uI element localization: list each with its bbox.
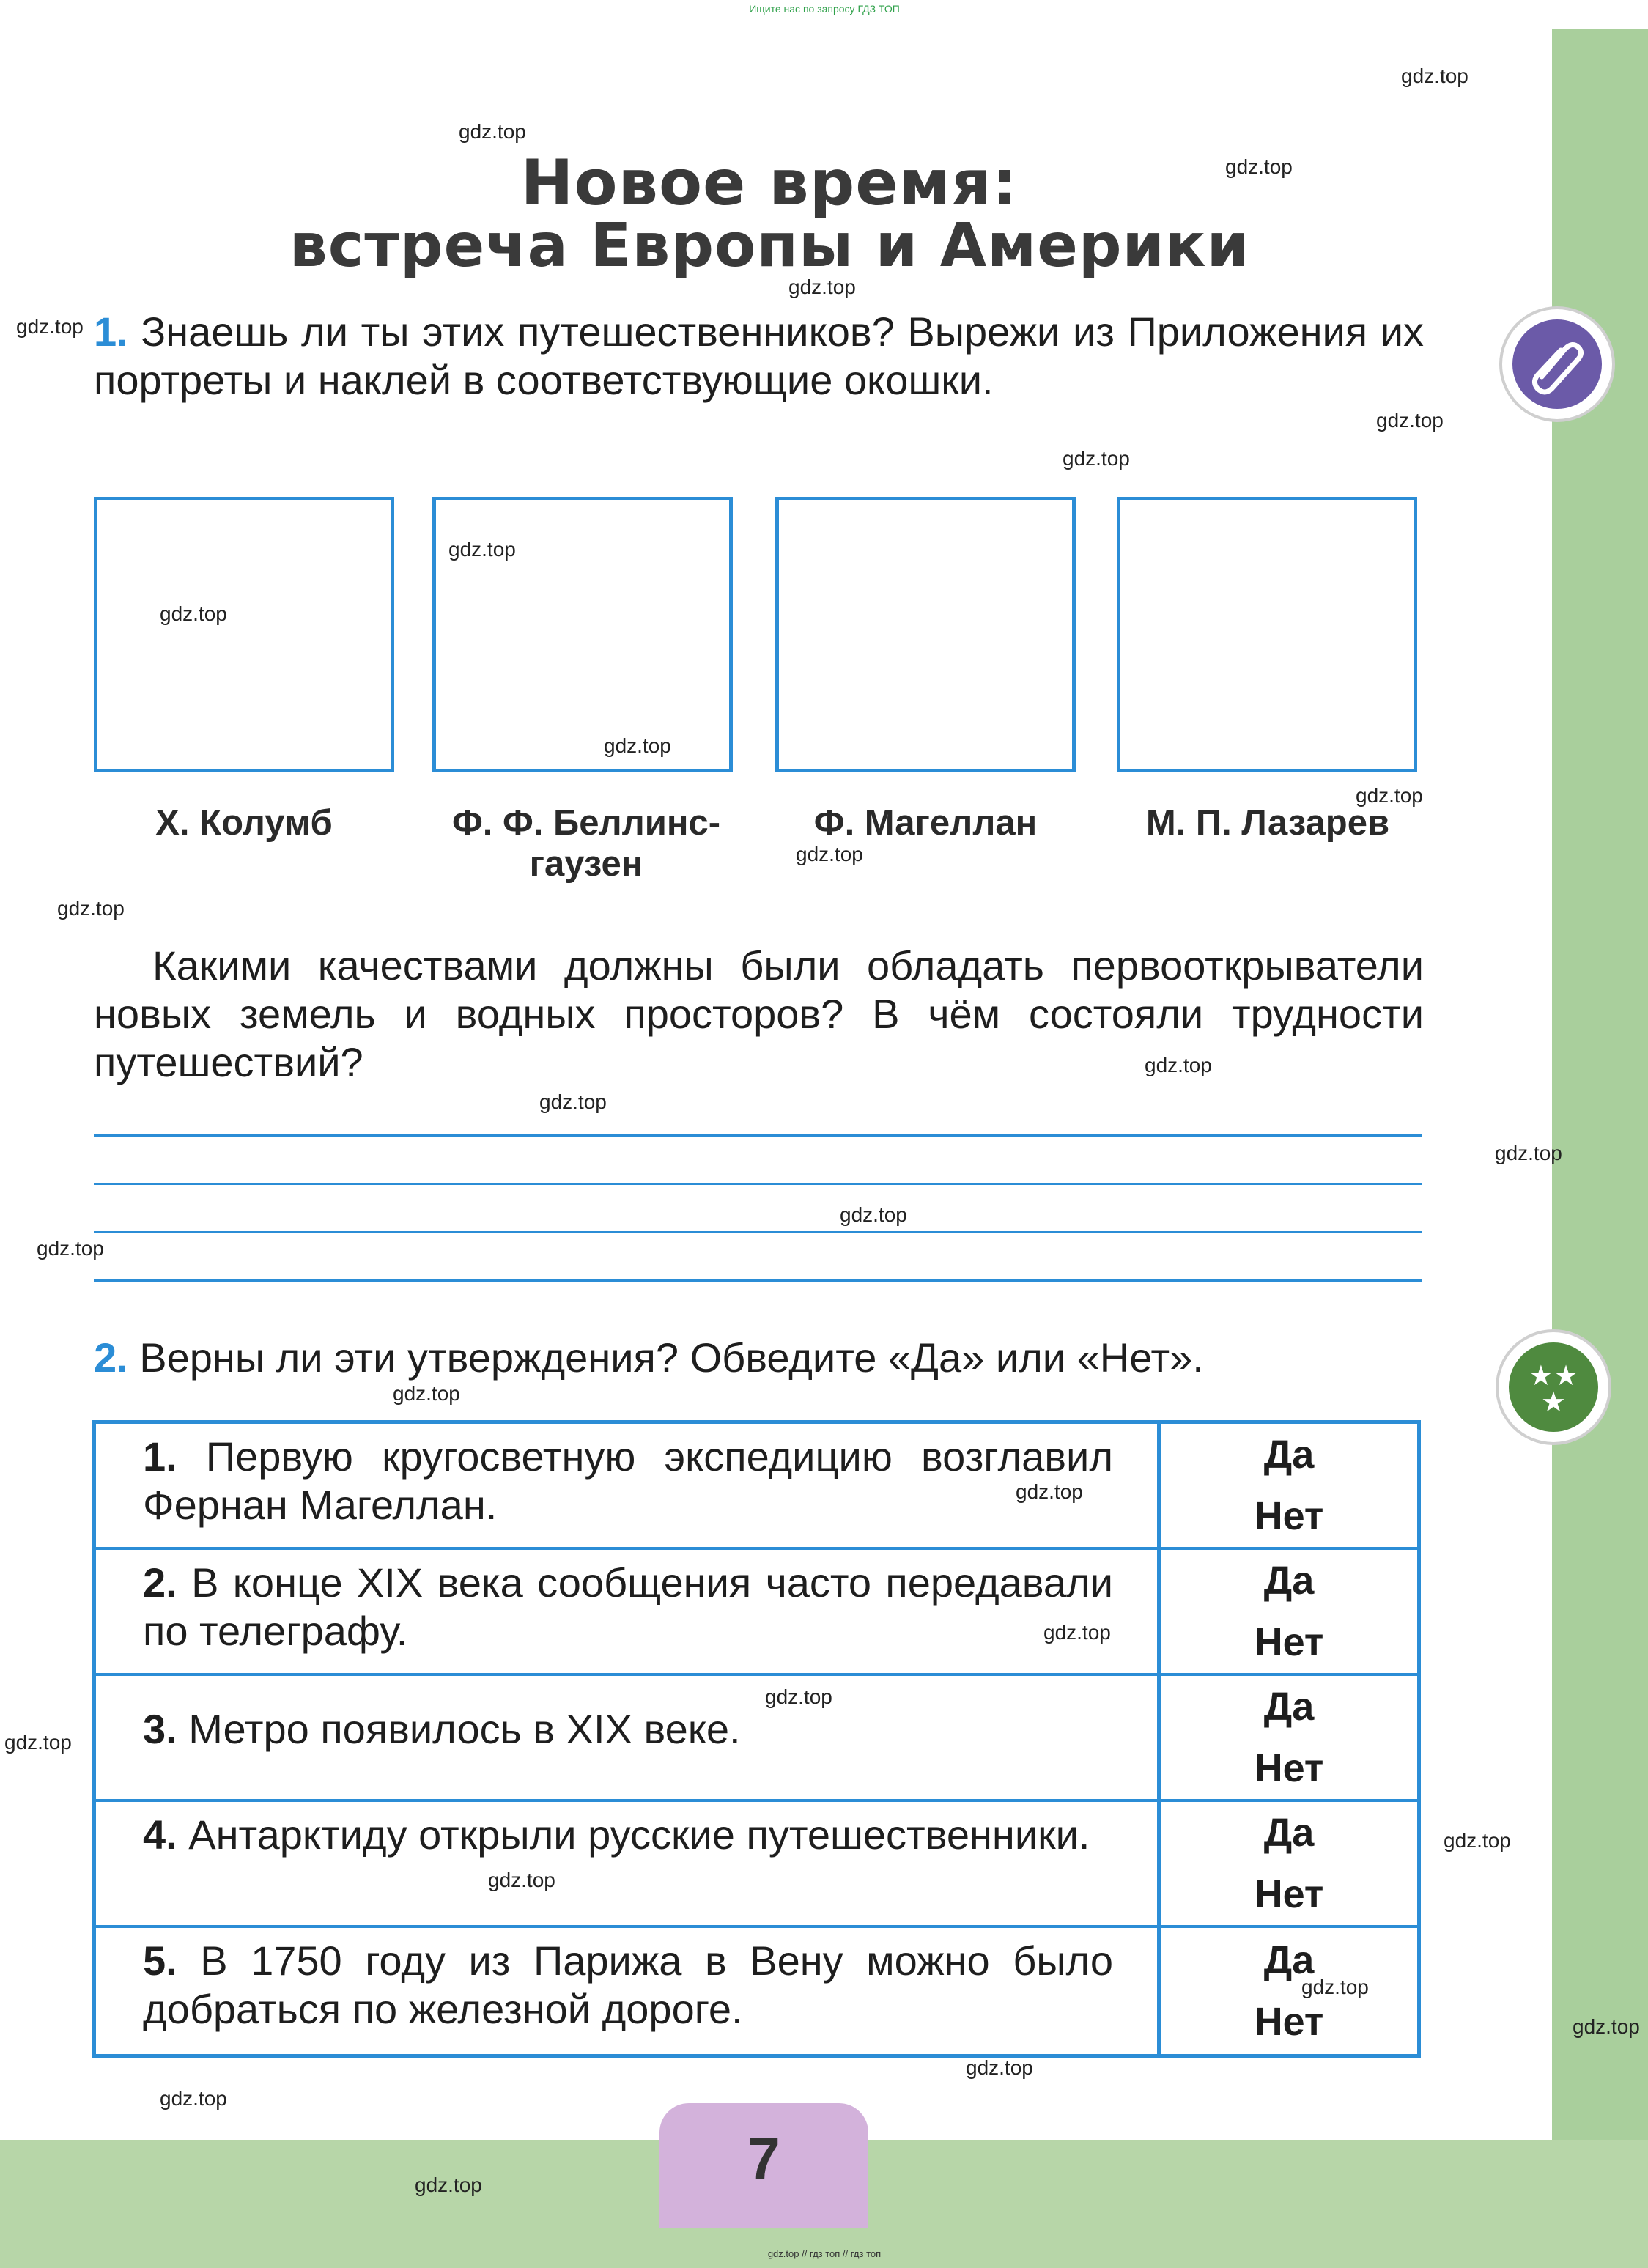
traveler-name: Ф. Магеллан (813, 803, 1038, 843)
traveler-name: Ф. Ф. Беллинс-гаузен (451, 803, 721, 884)
statement-text: Первую кругосветную экспедицию возглавил Фернан Магеллан. (143, 1433, 1113, 1528)
statements-table (92, 1420, 1421, 2058)
statement-text: В 1750 году из Парижа в Вену можно было добраться по железной дороге. (143, 1938, 1114, 2032)
task1-text: Знаешь ли ты этих путешественников? Вырежи из Приложения их портреты и наклей в соответствующие окошки. (94, 309, 1425, 403)
watermark: gdz.top (1016, 1480, 1083, 1503)
watermark: gdz.top (160, 2087, 227, 2110)
traveler-name: Х. Колумб (155, 803, 333, 843)
page-title-line2: встреча Европы и Америки (289, 211, 1250, 281)
answer-no[interactable]: Нет (1254, 1746, 1324, 1790)
page-title-line1: Новое время: (520, 147, 1019, 220)
portrait-box-4[interactable] (1117, 497, 1417, 772)
answer-no[interactable]: Нет (1254, 1872, 1324, 1916)
watermark: gdz.top (765, 1685, 832, 1708)
answer-yes[interactable]: Да (1263, 1559, 1315, 1603)
portrait-box-1[interactable] (94, 497, 394, 772)
statement-number: 3. (143, 1706, 177, 1752)
watermark: gdz.top (1401, 64, 1468, 87)
task2-text: Верны ли эти утверждения? Обведите «Да» или «Нет». (139, 1334, 1204, 1381)
svg-text:★★: ★★ (1528, 1361, 1579, 1392)
bottom-note: gdz.top // гдз топ // гдз топ (767, 2248, 882, 2259)
watermark: gdz.top (393, 1382, 460, 1405)
watermark: gdz.top (1444, 1829, 1511, 1852)
watermark: gdz.top (604, 734, 671, 757)
watermark: gdz.top (37, 1237, 104, 1260)
watermark: gdz.top (1063, 447, 1130, 470)
watermark: gdz.top (1145, 1054, 1212, 1076)
page-number: 7 (747, 2126, 780, 2191)
watermark: gdz.top (160, 602, 227, 625)
watermark: gdz.top (459, 120, 526, 143)
watermark: gdz.top (488, 1869, 555, 1891)
watermark: gdz.top (1376, 409, 1444, 432)
task1 (94, 308, 1424, 405)
watermark: gdz.top (1573, 2015, 1640, 2038)
answer-no[interactable]: Нет (1254, 2000, 1324, 2044)
task2 (94, 1334, 1424, 1382)
stars-icon[interactable] (1499, 1332, 1608, 1442)
task1-number: 1. (94, 309, 128, 355)
table-row (96, 1676, 1417, 1802)
watermark: gdz.top (1225, 155, 1293, 178)
watermark: gdz.top (1495, 1142, 1562, 1164)
watermark: gdz.top (1356, 784, 1423, 807)
watermark: gdz.top (415, 2173, 482, 2196)
watermark: gdz.top (840, 1203, 907, 1226)
paperclip-icon[interactable] (1502, 309, 1612, 419)
statement-number: 5. (143, 1938, 177, 1984)
answer-no[interactable]: Нет (1254, 1494, 1324, 1538)
watermark: gdz.top (788, 276, 856, 298)
watermark: gdz.top (1043, 1621, 1111, 1644)
watermark: gdz.top (57, 897, 125, 920)
statement-number: 4. (143, 1811, 177, 1858)
answer-yes[interactable]: Да (1263, 1938, 1315, 1982)
traveler-name: М. П. Лазарев (1145, 803, 1390, 843)
answer-line[interactable] (94, 1279, 1422, 1282)
table-row (96, 1424, 1417, 1550)
watermark: gdz.top (1301, 1976, 1369, 1998)
answer-yes[interactable]: Да (1263, 1685, 1315, 1729)
answer-yes[interactable]: Да (1263, 1433, 1315, 1477)
top-note: Ищите нас по запросу ГДЗ ТОП (749, 3, 900, 15)
table-row (96, 1802, 1417, 1928)
watermark: gdz.top (448, 538, 516, 561)
answer-line[interactable] (94, 1231, 1422, 1233)
answer-no[interactable]: Нет (1254, 1620, 1324, 1664)
statement-text: Антарктиду открыли русские путешественники. (188, 1811, 1090, 1858)
answer-line[interactable] (94, 1134, 1422, 1137)
portrait-box-3[interactable] (775, 497, 1076, 772)
watermark: gdz.top (4, 1731, 72, 1754)
statement-number: 1. (143, 1433, 177, 1480)
table-row (96, 1928, 1417, 2054)
task2-number: 2. (94, 1334, 128, 1381)
answer-yes[interactable]: Да (1263, 1811, 1315, 1855)
answer-line[interactable] (94, 1183, 1422, 1185)
task1-question: Какими качествами должны были обладать первооткрыватели новых земель и водных просторов? В чём состояли трудности путешествий? (94, 942, 1424, 1085)
watermark: gdz.top (796, 843, 863, 865)
statement-text: Метро появилось в XIX веке. (188, 1706, 741, 1752)
watermark: gdz.top (539, 1090, 607, 1113)
table-row (96, 1550, 1417, 1676)
statement-number: 2. (143, 1559, 177, 1606)
statement-text: В конце XIX века сообщения часто передавали по телеграфу. (143, 1559, 1114, 1654)
watermark: gdz.top (16, 315, 84, 338)
svg-text:★: ★ (1540, 1387, 1567, 1418)
watermark: gdz.top (966, 2056, 1033, 2079)
